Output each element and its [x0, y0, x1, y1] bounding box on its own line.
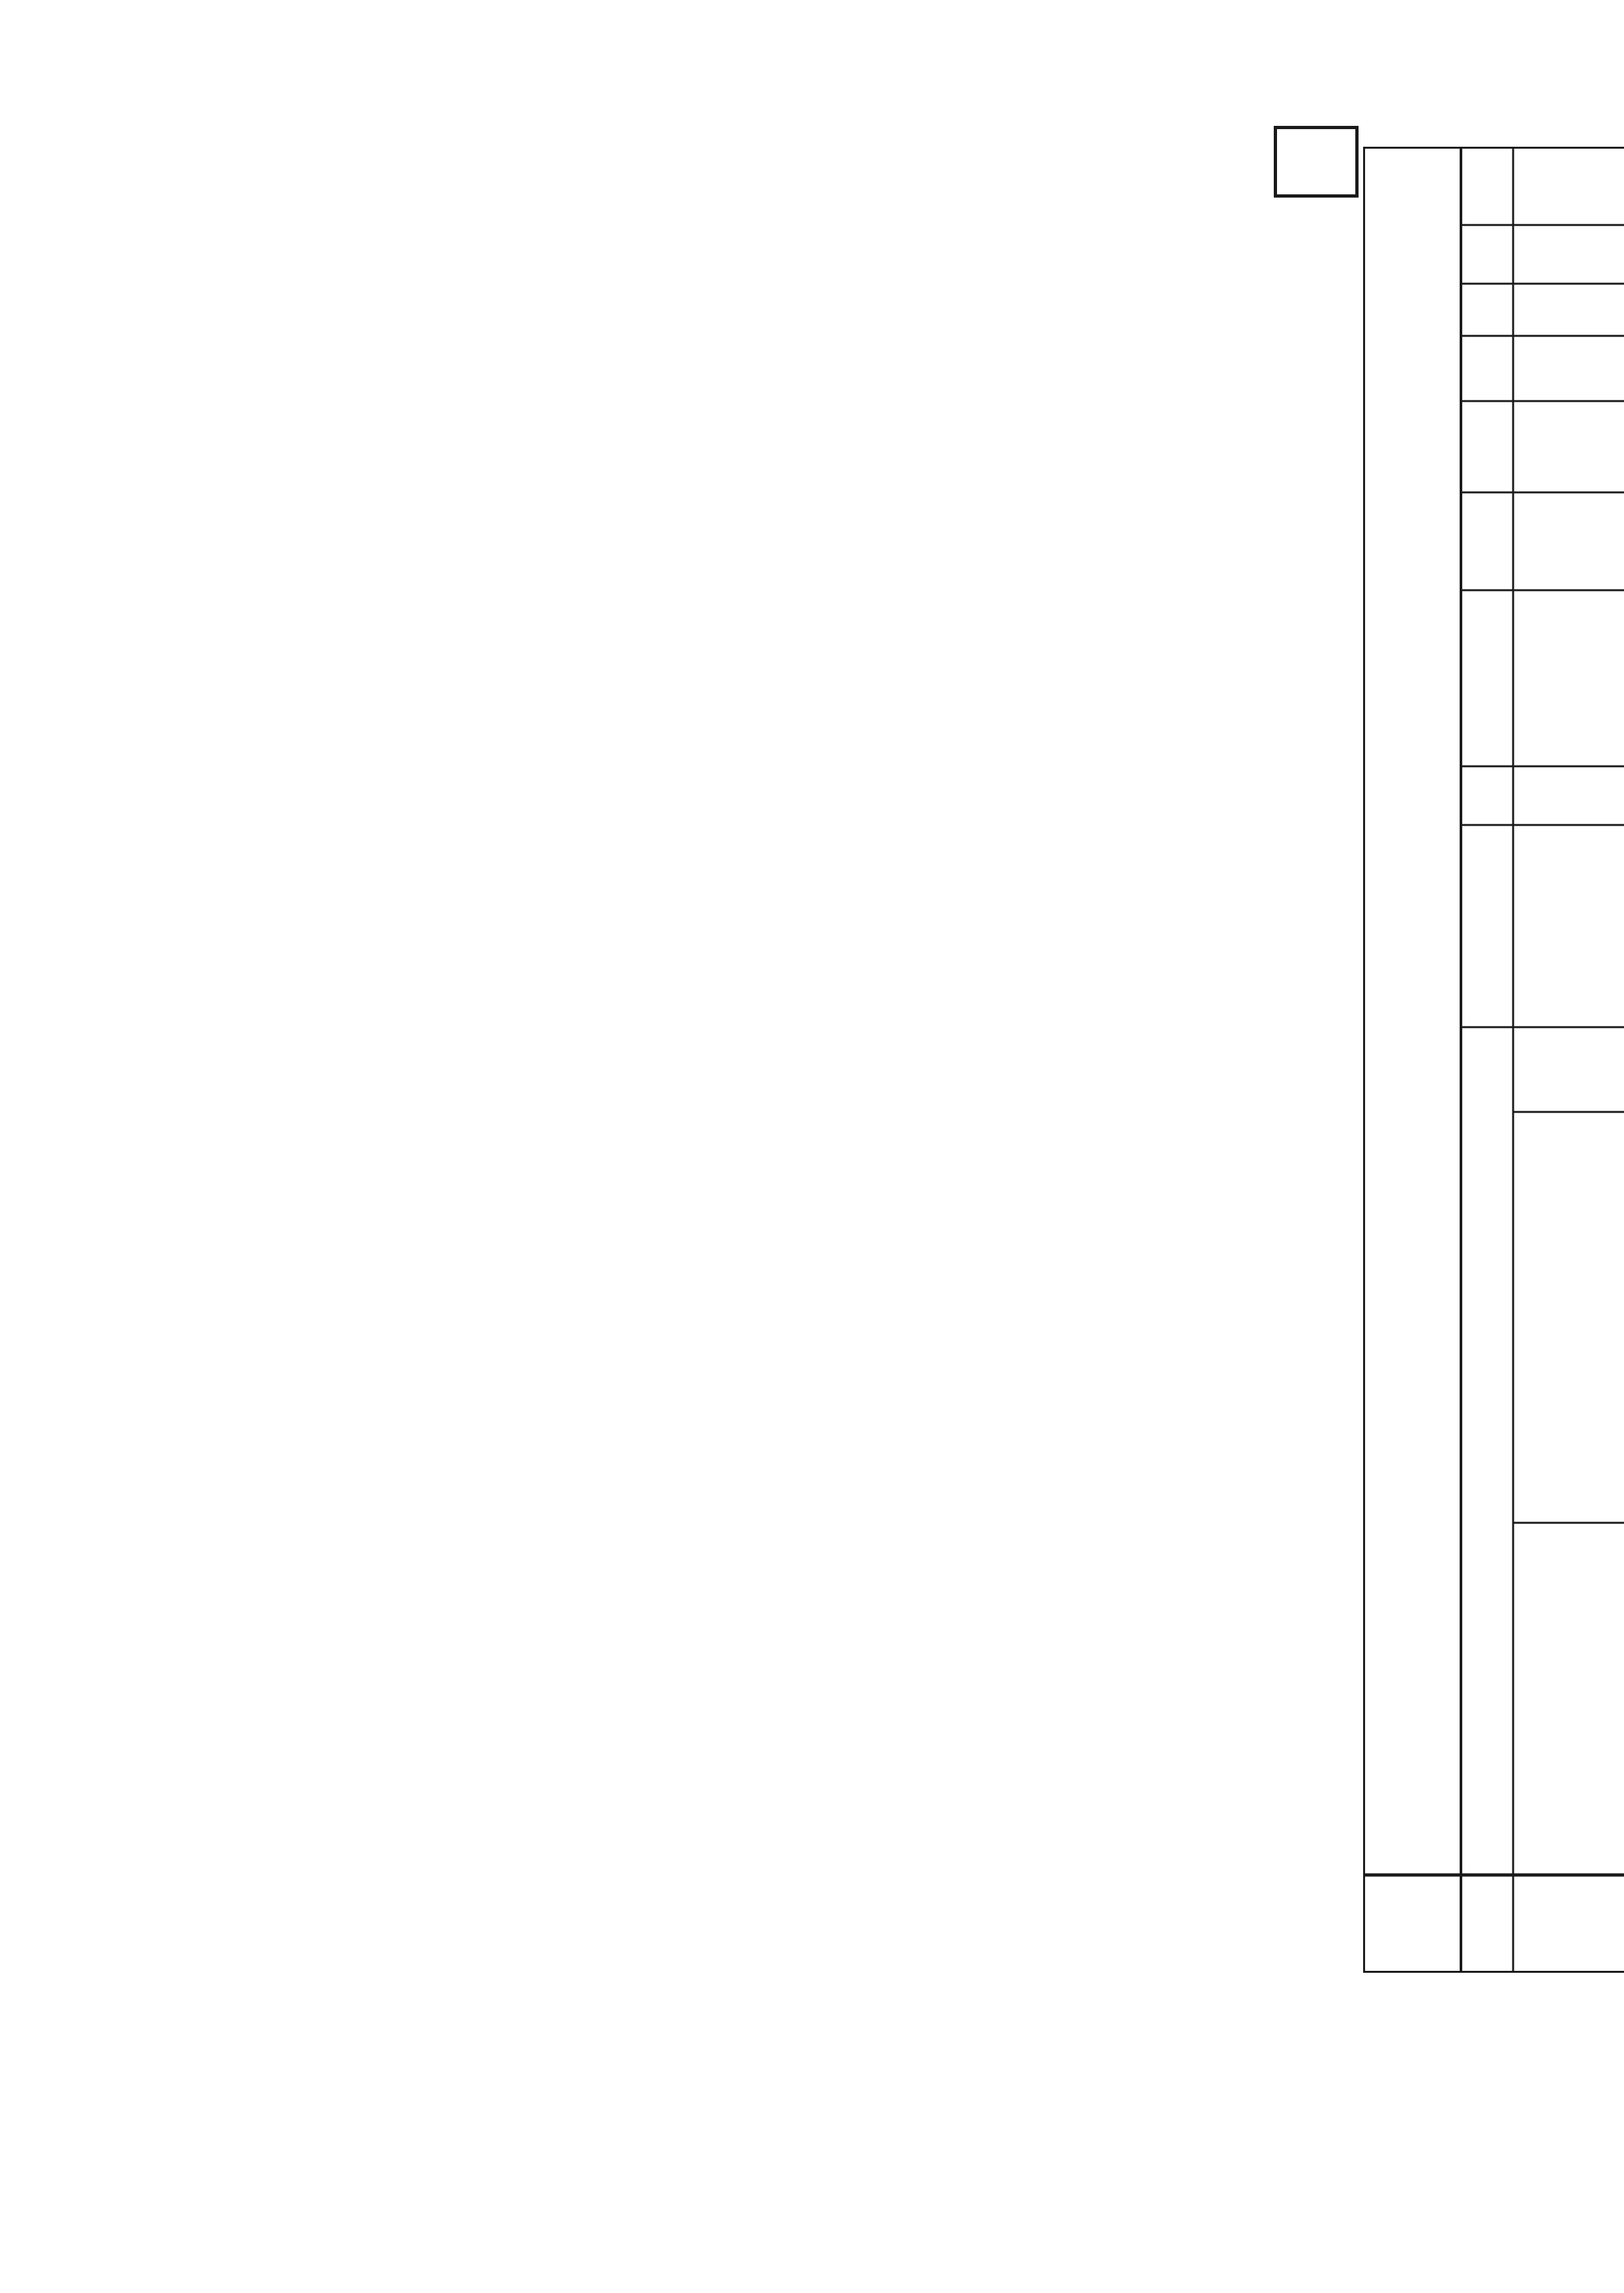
- page-number: [1274, 126, 1359, 198]
- table-grid: [1363, 147, 1624, 1973]
- rotated-sheet: [1363, 147, 1624, 1973]
